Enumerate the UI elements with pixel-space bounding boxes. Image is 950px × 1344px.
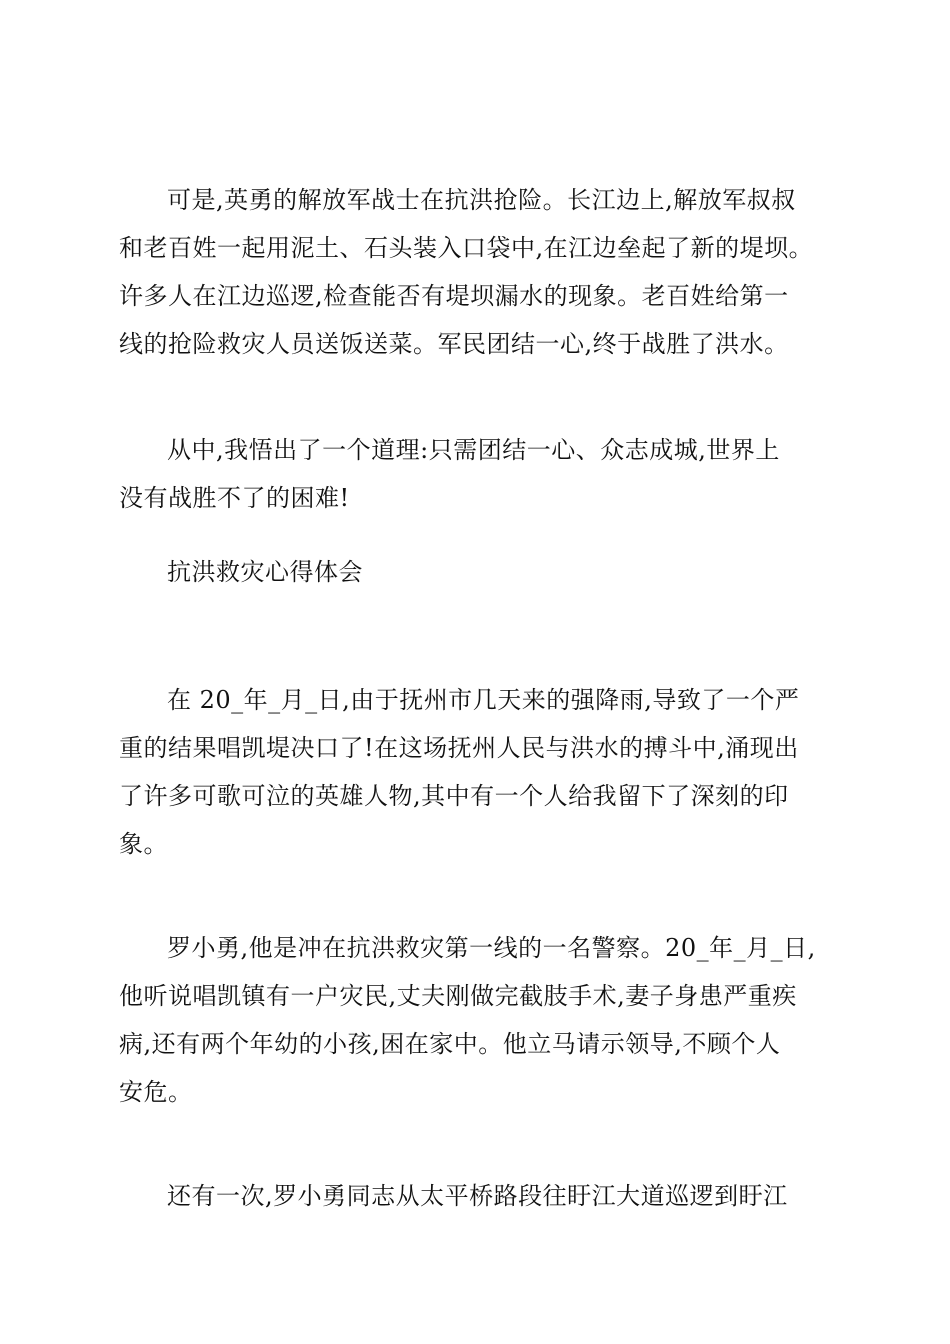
section-heading xyxy=(119,548,839,596)
text-line: 许多人在江边巡逻,检查能否有堤坝漏水的现象。老百姓给第一 xyxy=(119,282,789,310)
text-line: 重的结果唱凯堤决口了!在这场抚州人民与洪水的搏斗中,涌现出 xyxy=(119,734,799,762)
text-line: 线的抢险救灾人员送饭送菜。军民团结一心,终于战胜了洪水。 xyxy=(119,330,789,358)
text-line: 了许多可歌可泣的英雄人物,其中有一个人给我留下了深刻的印 xyxy=(119,782,789,810)
text-line: 和老百姓一起用泥土、石头装入口袋中,在江边垒起了新的堤坝。 xyxy=(119,234,814,262)
paragraph-flood-rescue xyxy=(119,176,839,368)
text-line: 在 20_年_月_日,由于抚州市几天来的强降雨,导致了一个严 xyxy=(167,686,800,714)
text-line: 没有战胜不了的困难! xyxy=(119,484,350,512)
text-line: 象。 xyxy=(119,830,168,858)
text-line: 罗小勇,他是冲在抗洪救灾第一线的一名警察。20_年_月_日, xyxy=(167,934,816,962)
paragraph-lesson xyxy=(119,426,839,522)
paragraph-dike-breach xyxy=(119,676,839,868)
paragraph-patrol xyxy=(119,1172,839,1220)
paragraph-police-hero xyxy=(119,924,839,1116)
text-line: 可是,英勇的解放军战士在抗洪抢险。长江边上,解放军叔叔 xyxy=(167,186,796,214)
text-line: 安危。 xyxy=(119,1078,193,1106)
heading-line: 抗洪救灾心得体会 xyxy=(167,558,363,586)
text-line: 他听说唱凯镇有一户灾民,丈夫刚做完截肢手术,妻子身患严重疾 xyxy=(119,982,797,1010)
text-line: 还有一次,罗小勇同志从太平桥路段往盱江大道巡逻到盱江 xyxy=(167,1182,788,1210)
text-line: 病,还有两个年幼的小孩,困在家中。他立马请示领导,不顾个人 xyxy=(119,1030,781,1058)
text-line: 从中,我悟出了一个道理:只需团结一心、众志成城,世界上 xyxy=(167,436,780,464)
